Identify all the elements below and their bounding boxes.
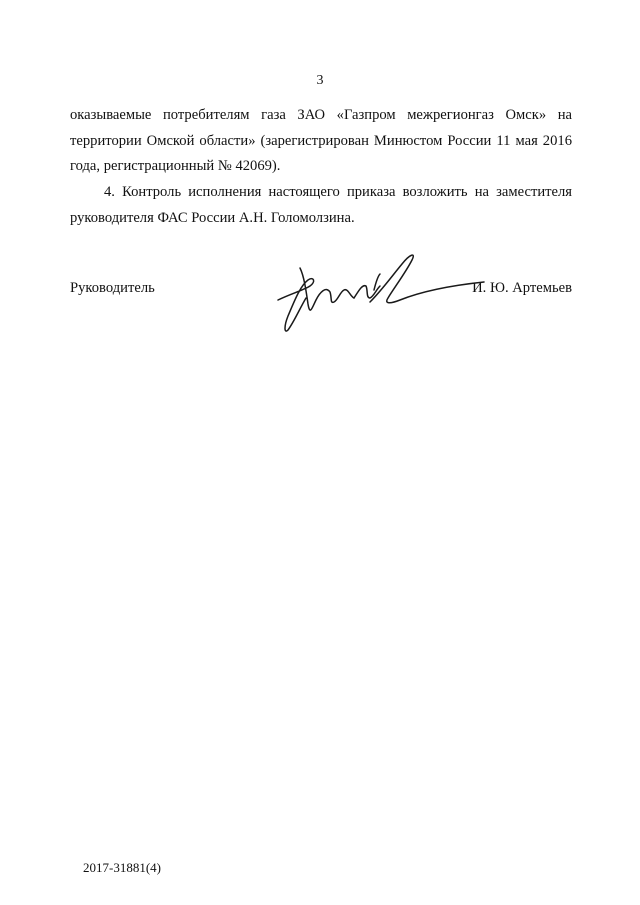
paragraph-continuation bbox=[70, 103, 572, 180]
page-number: 3 bbox=[316, 73, 324, 88]
paragraph-line: руководителя ФАС России А.Н. Голомолзина. bbox=[70, 209, 355, 226]
signature-icon bbox=[270, 246, 490, 338]
paragraph-line: территории Омской области» (зарегистрирован Минюстом России 11 мая 2016 bbox=[70, 132, 572, 149]
paragraph-line: 4. Контроль исполнения настоящего приказа возложить на заместителя bbox=[104, 184, 572, 200]
paragraph-line: оказываемые потребителям газа ЗАО «Газпром межрегионгаз Омск» на bbox=[70, 107, 572, 123]
signer-name: И. Ю. Артемьев bbox=[472, 280, 572, 296]
paragraph-item-4 bbox=[70, 180, 572, 231]
paragraph-line: года, регистрационный № 42069). bbox=[70, 158, 281, 174]
signer-title: Руководитель bbox=[70, 280, 155, 296]
document-code: 2017-31881(4) bbox=[83, 860, 161, 875]
